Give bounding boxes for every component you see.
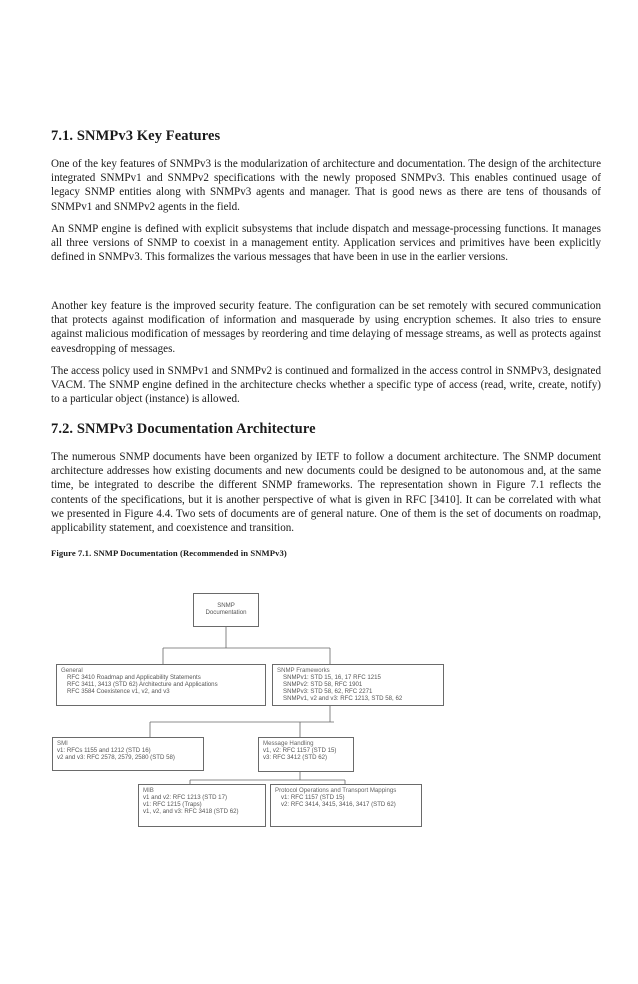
node-general-line: RFC 3410 Roadmap and Applicability Statements xyxy=(67,674,201,682)
paragraph-snmp-engine: An SNMP engine is defined with explicit subsystems that include dispatch and message-processing functions. It manages all three versions of SNMP to coexist in a management entity. Application services and primitives have been explicitly defined in SNMPv3. This formalizes the various messages that have been in use in the earlier versions. xyxy=(51,223,601,264)
node-smi-line: v1: RFCs 1155 and 1212 (STD 16) xyxy=(57,747,151,755)
node-protocol-operations xyxy=(270,784,422,827)
node-mib-line: v1 and v2: RFC 1213 (STD 17) xyxy=(143,794,227,802)
node-smi-title: SMI xyxy=(57,740,68,747)
paragraph-modularization: One of the key features of SNMPv3 is the modularization of architecture and documentation. The design of the architecture integrated SNMPv1 and SNMPv2 specifications with the newly proposed SNMPv3. This enables continued usage of legacy SNMP entities along with SNMPv3 agents and manager. That is good news as there are tens of thousands of SNMPv1 and SNMPv2 agents in the field. xyxy=(51,158,601,213)
node-mib-title: MIB xyxy=(143,787,154,794)
node-snmp-documentation xyxy=(193,593,259,627)
node-mib-line: v1: RFC 1215 (Traps) xyxy=(143,801,202,809)
paragraph-doc-architecture: The numerous SNMP documents have been organized by IETF to follow a document architecture. The SNMP document architecture addresses how existing documents and new documents could be designed to be autonomous and, at the same time, be integrated to describe the different SNMP frameworks. The representation shown in Figure 7.1 reflects the contents of the specifications, but it is another perspective of what is given in RFC [3410]. It can be correlated with what we presented in Figure 4.4. Two sets of documents are of general nature. One of them is the set of documents on roadmap, applicability statement, and coexistence and transition. xyxy=(51,451,601,535)
paragraph-security: Another key feature is the improved security feature. The configuration can be set remotely with secured communication that protects against modification of information and masquerade by using encryption schemes. It also tries to ensure against malicious modification of messages by reordering and time delaying of message streams, as well as protects against eavesdropping of messages. xyxy=(51,300,601,355)
node-protocol-title: Protocol Operations and Transport Mappings xyxy=(275,787,397,794)
node-general-title: General xyxy=(61,667,83,674)
node-general xyxy=(56,664,266,706)
node-smi-line: v2 and v3: RFC 2578, 2579, 2580 (STD 58) xyxy=(57,754,175,762)
node-frameworks-line: SNMPv3: STD 58, 62, RFC 2271 xyxy=(283,688,373,696)
node-message-line: v3: RFC 3412 (STD 62) xyxy=(263,754,328,762)
node-smi xyxy=(52,737,204,771)
section-heading-doc-architecture: 7.2. SNMPv3 Documentation Architecture xyxy=(51,421,316,437)
node-frameworks-title: SNMP Frameworks xyxy=(277,667,330,674)
node-frameworks-line: SNMPv2: STD 58, RFC 1901 xyxy=(283,681,363,689)
node-root-line: Documentation xyxy=(205,609,247,617)
node-protocol-line: v1: RFC 1157 (STD 15) xyxy=(281,794,345,802)
figure-caption: Figure 7.1. SNMP Documentation (Recommended in SNMPv3) xyxy=(51,548,287,558)
node-general-line: RFC 3411, 3413 (STD 62) Architecture and Applications xyxy=(67,681,218,689)
node-message-title: Message Handling xyxy=(263,740,314,747)
node-message-line: v1, v2: RFC 1157 (STD 15) xyxy=(263,747,337,755)
node-frameworks-line: SNMPv1: STD 15, 16, 17 RFC 1215 xyxy=(283,674,381,682)
section-heading-key-features: 7.1. SNMPv3 Key Features xyxy=(51,128,221,144)
node-snmp-frameworks xyxy=(272,664,444,706)
node-message-handling xyxy=(258,737,354,772)
node-mib xyxy=(138,784,266,827)
node-root-line: SNMP xyxy=(217,602,235,609)
node-frameworks-line: SNMPv1, v2 and v3: RFC 1213, STD 58, 62 xyxy=(283,695,403,703)
node-mib-line: v1, v2, and v3: RFC 3418 (STD 62) xyxy=(143,808,239,816)
node-protocol-line: v2: RFC 3414, 3415, 3416, 3417 (STD 62) xyxy=(281,801,396,809)
paragraph-access-policy: The access policy used in SNMPv1 and SNMPv2 is continued and formalized in the access control in SNMPv3, designated VACM. The SNMP engine defined in the architecture checks whether a specific type of access (read, write, create, notify) to a particular object (instance) is allowed. xyxy=(51,365,601,406)
node-general-line: RFC 3584 Coexistence v1, v2, and v3 xyxy=(67,688,170,696)
